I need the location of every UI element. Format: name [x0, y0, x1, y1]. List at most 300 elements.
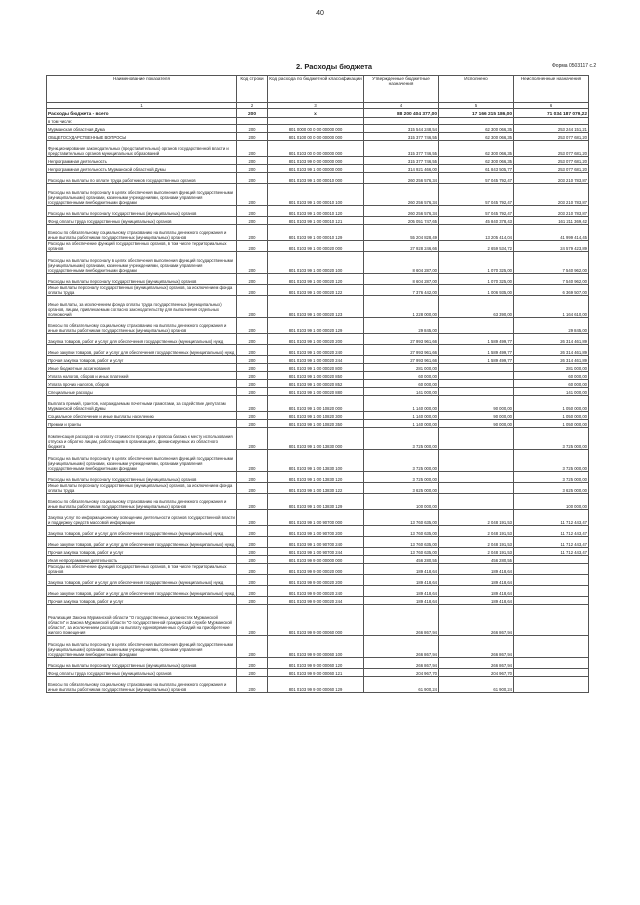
cell-name: Расходы на выплаты персоналу в целях обеспечения выполнения функций государственными (муниципальными) органами, казенными учреждениями, органами управления государственными внебюджетными фондами [47, 636, 237, 658]
cell-budget-code: 801 0103 99 9 00 00060 129 [268, 677, 364, 693]
cell-budget-code: 801 0103 99 1 00 00020 240 [268, 345, 364, 356]
cell-budget-code: 801 0103 99 1 00 00020 129 [268, 318, 364, 334]
cell-line-code: 200 [237, 658, 268, 669]
table-row [47, 658, 589, 669]
cell-name: Взносы по обязательному социальному страхованию на выплаты денежного содержания и иные выплаты работникам государственных (муниципальных) органов [47, 225, 237, 241]
table-row [47, 636, 589, 658]
cell-executed [439, 364, 514, 372]
cell-budget-code: 801 0103 99 9 00 00060 100 [268, 636, 364, 658]
cell-budget-code: 801 0103 99 1 00 00020 850 [268, 372, 364, 380]
page-number: 40 [316, 10, 324, 17]
cell-approved: 314 921 466,00 [364, 165, 439, 173]
cell-executed: 266 867,94 [439, 658, 514, 669]
column-number: 5 [439, 103, 514, 109]
cell-name: Уплата прочих налогов, сборов [47, 380, 237, 388]
cell-unexecuted: 203 210 783,87 [514, 184, 589, 206]
cell-executed [439, 118, 514, 125]
table-row [47, 677, 589, 693]
cell-name: Взносы по обязательному социальному страхованию на выплаты денежного содержания и иные выплаты работникам государственных (муниципальных) органов [47, 494, 237, 510]
cell-name: Уплата налогов, сборов и иных платежей [47, 372, 237, 380]
cell-name: Реализация Закона Мурманской области "О государственных должностях Мурманской области" и Закона Мурманской области "О государственной гражданской службе Мурманской области", за исключением расходов на выплату единовременных субсидий на приобретение жилого помещения [47, 605, 237, 636]
cell-line-code: 200 [237, 450, 268, 472]
table-header-row [47, 76, 589, 103]
table-body [47, 109, 589, 693]
cell-unexecuted: 26 314 461,89 [514, 334, 589, 345]
cell-line-code: 200 [237, 252, 268, 274]
cell-line-code: 200 [237, 318, 268, 334]
cell-approved: 29 845,00 [364, 318, 439, 334]
cell-unexecuted: 60 000,00 [514, 380, 589, 388]
cell-name: ОБЩЕГОСУДАРСТВЕННЫЕ ВОПРОСЫ [47, 133, 237, 141]
cell-budget-code: 801 0103 99 9 00 00060 120 [268, 658, 364, 669]
table-row [47, 118, 589, 125]
cell-unexecuted: 281 000,00 [514, 364, 589, 372]
cell-budget-code: 801 0103 99 9 00 00020 000 [268, 564, 364, 575]
table-row [47, 241, 589, 252]
table-row [47, 141, 589, 157]
cell-unexecuted [514, 118, 589, 125]
cell-executed: 62 300 066,35 [439, 125, 514, 133]
cell-approved: 27 993 961,66 [364, 334, 439, 345]
cell-line-code: 200 [237, 597, 268, 605]
cell-line-code: 200 [237, 396, 268, 412]
cell-unexecuted: 1 050 000,00 [514, 420, 589, 428]
cell-line-code [237, 118, 268, 125]
cell-approved: 456 280,55 [364, 556, 439, 564]
cell-line-code: 200 [237, 388, 268, 396]
cell-name: Специальные расходы [47, 388, 237, 396]
cell-name: Расходы на выплаты персоналу в целях обеспечения выполнения функций государственными (муниципальными) органами, казенными учреждениями, органами управления государственными внебюджетными фондами [47, 450, 237, 472]
cell-line-code: 200 [237, 356, 268, 364]
table-row [47, 157, 589, 165]
cell-executed: 90 000,00 [439, 412, 514, 420]
cell-executed: 62 300 066,35 [439, 133, 514, 141]
cell-name: Расходы на выплаты персоналу в целях обеспечения выполнения функций государственными (муниципальными) органами, казенными учреждениями, органами управления государственными внебюджетными фондами [47, 252, 237, 274]
cell-executed: 2 048 191,53 [439, 510, 514, 526]
cell-unexecuted: 29 845,00 [514, 318, 589, 334]
cell-executed [439, 483, 514, 494]
cell-approved: 260 256 576,34 [364, 184, 439, 206]
cell-budget-code: 801 0103 99 1 00 00020 200 [268, 334, 364, 345]
cell-name: Расходы на обеспечение функций государственных органов, в том числе территориальных органов [47, 241, 237, 252]
cell-unexecuted: 11 712 443,47 [514, 510, 589, 526]
cell-approved: 60 000,00 [364, 372, 439, 380]
cell-approved: 266 867,94 [364, 658, 439, 669]
cell-approved: 141 000,00 [364, 388, 439, 396]
cell-budget-code: 801 0103 99 1 00 10820 300 [268, 412, 364, 420]
cell-line-code: 200 [237, 537, 268, 548]
table-row [47, 380, 589, 388]
cell-budget-code: 801 0103 00 0 00 00000 000 [268, 141, 364, 157]
cell-budget-code: 801 0103 99 1 00 90700 240 [268, 537, 364, 548]
cell-budget-code: 801 0103 99 9 00 00060 121 [268, 669, 364, 677]
cell-executed: 1 070 325,00 [439, 274, 514, 285]
table-row [47, 494, 589, 510]
cell-unexecuted: 3 725 000,00 [514, 472, 589, 483]
table-row [47, 586, 589, 597]
table-row [47, 252, 589, 274]
cell-executed: 1 589 499,77 [439, 356, 514, 364]
table-row [47, 556, 589, 564]
cell-approved: 260 256 576,34 [364, 173, 439, 184]
cell-unexecuted: 71 034 187 079,22 [514, 109, 589, 118]
cell-unexecuted: 11 712 443,47 [514, 526, 589, 537]
column-number: 6 [514, 103, 589, 109]
cell-name: Взносы по обязательному социальному страхованию на выплаты денежного содержания и иные выплаты работникам государственных (муниципальных) органов [47, 318, 237, 334]
cell-line-code: 200 [237, 636, 268, 658]
cell-line-code: 200 [237, 296, 268, 318]
cell-executed: 2 659 534,72 [439, 241, 514, 252]
table-row [47, 669, 589, 677]
column-header-name: Наименование показателя [47, 76, 237, 103]
cell-budget-code: 801 0103 99 1 00 10820 000 [268, 396, 364, 412]
cell-budget-code: 801 0103 99 1 00 00020 852 [268, 380, 364, 388]
cell-line-code: 200 [237, 526, 268, 537]
cell-unexecuted: 41 999 414,45 [514, 225, 589, 241]
cell-line-code: 200 [237, 380, 268, 388]
cell-unexecuted: 253 077 681,20 [514, 157, 589, 165]
table-row [47, 356, 589, 364]
column-header-unexecuted: Неисполненные назначения [514, 76, 589, 103]
cell-approved: 281 000,00 [364, 364, 439, 372]
cell-name: Социальное обеспечение и иные выплаты населению [47, 412, 237, 420]
column-number: 1 [47, 103, 237, 109]
cell-budget-code: 801 0103 99 0 00 00000 000 [268, 157, 364, 165]
cell-line-code: 200 [237, 274, 268, 285]
cell-approved: 189 418,64 [364, 586, 439, 597]
table-row [47, 274, 589, 285]
cell-unexecuted [514, 669, 589, 677]
cell-unexecuted: 100 000,00 [514, 494, 589, 510]
cell-line-code: 200 [237, 125, 268, 133]
cell-budget-code: 801 0103 99 1 00 00010 100 [268, 184, 364, 206]
cell-budget-code: 801 0103 99 1 00 00010 121 [268, 217, 364, 225]
cell-name: Иные выплаты персоналу государственных (муниципальных) органов, за исключением фонда оплаты труда [47, 483, 237, 494]
cell-executed: 2 048 191,53 [439, 526, 514, 537]
cell-approved: 55 204 828,49 [364, 225, 439, 241]
cell-budget-code: x [268, 109, 364, 118]
table-row [47, 396, 589, 412]
table-row [47, 428, 589, 450]
cell-executed [439, 428, 514, 450]
cell-unexecuted: 253 077 681,20 [514, 141, 589, 157]
cell-unexecuted [514, 636, 589, 658]
cell-unexecuted: 11 712 443,47 [514, 537, 589, 548]
cell-name: Прочая закупка товаров, работ и услуг [47, 597, 237, 605]
column-header-approved: Утвержденные бюджетные назначения [364, 76, 439, 103]
cell-unexecuted: 7 540 962,00 [514, 252, 589, 274]
cell-line-code: 200 [237, 334, 268, 345]
cell-line-code: 200 [237, 412, 268, 420]
cell-approved: 88 200 404 377,00 [364, 109, 439, 118]
cell-approved: 315 377 746,55 [364, 141, 439, 157]
table-row [47, 133, 589, 141]
cell-name: Иные выплаты, за исключением фонда оплаты труда государственных (муниципальных) органов, лицам, привлекаемым согласно законодательству для выполнения отдельных полномочий [47, 296, 237, 318]
cell-executed: 90 000,00 [439, 396, 514, 412]
cell-budget-code: 801 0103 99 1 00 00020 120 [268, 274, 364, 285]
table-row [47, 472, 589, 483]
table-row [47, 345, 589, 356]
cell-budget-code: 801 0103 99 1 00 00020 123 [268, 296, 364, 318]
cell-budget-code: 801 0103 99 1 00 00010 129 [268, 225, 364, 241]
cell-unexecuted: 161 211 369,42 [514, 217, 589, 225]
cell-executed: 57 045 792,47 [439, 184, 514, 206]
cell-approved: 3 625 000,00 [364, 483, 439, 494]
cell-executed [439, 318, 514, 334]
cell-executed: 17 166 215 186,00 [439, 109, 514, 118]
cell-unexecuted [514, 564, 589, 575]
cell-name: Иные закупки товаров, работ и услуг для обеспечения государственных (муниципальных) нужд [47, 345, 237, 356]
cell-line-code: 200 [237, 420, 268, 428]
table-row [47, 217, 589, 225]
cell-name: Функционирование законодательных (представительных) органов государственной власти и представительных органов муниципальных образований [47, 141, 237, 157]
table-row [47, 597, 589, 605]
cell-executed: 189 418,64 [439, 564, 514, 575]
cell-budget-code: 801 0103 99 1 00 10820 350 [268, 420, 364, 428]
table-row [47, 125, 589, 133]
cell-name: Прочая закупка товаров, работ и услуг [47, 356, 237, 364]
cell-unexecuted: 1 164 610,00 [514, 296, 589, 318]
table-row [47, 225, 589, 241]
cell-name: Иные выплаты персоналу государственных (муниципальных) органов, за исключением фонда оплаты труда [47, 285, 237, 296]
cell-unexecuted [514, 658, 589, 669]
cell-line-code: 200 [237, 109, 268, 118]
cell-unexecuted: 203 210 783,87 [514, 206, 589, 217]
cell-unexecuted [514, 597, 589, 605]
cell-unexecuted: 60 000,00 [514, 372, 589, 380]
cell-line-code: 200 [237, 605, 268, 636]
cell-unexecuted: 26 314 461,89 [514, 356, 589, 364]
cell-name: Расходы на выплаты персоналу государственных (муниципальных) органов [47, 658, 237, 669]
cell-line-code: 200 [237, 364, 268, 372]
cell-name: Расходы на выплаты персоналу государственных (муниципальных) органов [47, 472, 237, 483]
column-number: 3 [268, 103, 364, 109]
cell-approved: 8 604 287,00 [364, 274, 439, 285]
cell-line-code: 200 [237, 345, 268, 356]
cell-budget-code: 801 0103 99 9 00 00000 000 [268, 556, 364, 564]
cell-budget-code: 801 0103 99 1 00 00020 100 [268, 252, 364, 274]
table-row [47, 165, 589, 173]
cell-approved: 100 000,00 [364, 494, 439, 510]
column-header-kbk: Код расхода по бюджетной классификации [268, 76, 364, 103]
cell-approved: 260 256 576,34 [364, 206, 439, 217]
cell-name: Иные закупки товаров, работ и услуг для обеспечения государственных (муниципальных) нужд [47, 586, 237, 597]
column-number: 4 [364, 103, 439, 109]
cell-line-code: 200 [237, 157, 268, 165]
cell-approved: 266 867,94 [364, 605, 439, 636]
cell-budget-code: 801 0103 99 1 00 00020 800 [268, 364, 364, 372]
cell-name: в том числе: [47, 118, 237, 125]
cell-approved: 3 725 000,00 [364, 450, 439, 472]
cell-line-code: 200 [237, 285, 268, 296]
cell-budget-code: 801 0103 99 1 00 00000 000 [268, 165, 364, 173]
cell-executed: 1 589 499,77 [439, 334, 514, 345]
cell-line-code: 200 [237, 669, 268, 677]
cell-budget-code: 801 0103 99 1 00 90700 000 [268, 510, 364, 526]
cell-unexecuted: 6 369 507,00 [514, 285, 589, 296]
table-row [47, 296, 589, 318]
cell-line-code: 200 [237, 217, 268, 225]
cell-budget-code: 801 0103 99 1 00 13830 100 [268, 450, 364, 472]
cell-name: Фонд оплаты труда государственных (муниципальных) органов [47, 669, 237, 677]
cell-line-code: 200 [237, 173, 268, 184]
cell-name: Фонд оплаты труда государственных (муниципальных) органов [47, 217, 237, 225]
cell-unexecuted: 26 314 461,89 [514, 345, 589, 356]
table-row [47, 285, 589, 296]
cell-executed: 13 205 414,04 [439, 225, 514, 241]
cell-approved: 7 376 442,00 [364, 285, 439, 296]
cell-approved: 60 000,00 [364, 380, 439, 388]
cell-name: Закупка товаров, работ и услуг для обеспечения государственных (муниципальных) нужд [47, 334, 237, 345]
cell-approved: 189 418,64 [364, 575, 439, 586]
cell-approved: 3 725 000,00 [364, 428, 439, 450]
cell-unexecuted [514, 586, 589, 597]
cell-name: Иная непрограммная деятельность [47, 556, 237, 564]
cell-executed: 204 967,70 [439, 669, 514, 677]
cell-executed: 63 390,00 [439, 296, 514, 318]
table-row [47, 334, 589, 345]
cell-approved: 1 140 000,00 [364, 420, 439, 428]
cell-line-code: 200 [237, 372, 268, 380]
cell-line-code: 200 [237, 165, 268, 173]
cell-line-code: 200 [237, 428, 268, 450]
cell-name: Иные закупки товаров, работ и услуг для обеспечения государственных (муниципальных) нужд [47, 537, 237, 548]
cell-name: Непрограммная деятельность Мурманской областной Думы [47, 165, 237, 173]
cell-budget-code: 801 0103 99 1 00 00020 880 [268, 388, 364, 396]
cell-executed [439, 380, 514, 388]
cell-approved: 315 377 746,55 [364, 157, 439, 165]
cell-executed: 45 840 378,43 [439, 217, 514, 225]
cell-name: Выплата премий, грантов, награждаемым почетными грамотами, за содействие депутатам Мурманской областной Думы [47, 396, 237, 412]
column-number: 2 [237, 103, 268, 109]
cell-name: Расходы на обеспечение функций государственных органов, в том числе территориальных органов [47, 564, 237, 575]
cell-executed: 1 006 935,00 [439, 285, 514, 296]
table-row [47, 184, 589, 206]
cell-unexecuted: 3 625 000,00 [514, 483, 589, 494]
cell-approved: 13 760 635,00 [364, 526, 439, 537]
cell-budget-code: 801 0103 99 1 00 00020 122 [268, 285, 364, 296]
cell-unexecuted: 1 050 000,00 [514, 412, 589, 420]
cell-budget-code: 801 0103 99 1 00 90700 200 [268, 526, 364, 537]
table-row [47, 109, 589, 118]
cell-name: Прочая закупка товаров, работ и услуг [47, 548, 237, 556]
cell-budget-code: 801 0103 99 1 00 13830 120 [268, 472, 364, 483]
cell-name: Непрограммная деятельность [47, 157, 237, 165]
cell-budget-code: 801 0103 99 1 00 13830 122 [268, 483, 364, 494]
table-row [47, 372, 589, 380]
cell-unexecuted: 253 244 151,21 [514, 125, 589, 133]
cell-approved: 315 377 746,55 [364, 133, 439, 141]
cell-budget-code: 801 0103 99 1 00 13830 129 [268, 494, 364, 510]
table-row [47, 548, 589, 556]
cell-approved: 3 725 000,00 [364, 472, 439, 483]
table-row [47, 483, 589, 494]
cell-budget-code: 801 0103 99 9 00 00020 244 [268, 597, 364, 605]
cell-executed: 1 589 499,77 [439, 345, 514, 356]
cell-approved: 315 544 248,54 [364, 125, 439, 133]
cell-name: Закупка товаров, работ и услуг для обеспечения государственных (муниципальных) нужд [47, 526, 237, 537]
cell-line-code: 200 [237, 677, 268, 693]
cell-name: Закупка товаров, работ и услуг для обеспечения государственных (муниципальных) нужд [47, 575, 237, 586]
cell-approved: 189 418,64 [364, 597, 439, 605]
cell-budget-code: 801 0103 99 9 00 00020 200 [268, 575, 364, 586]
cell-approved: 27 928 246,66 [364, 241, 439, 252]
cell-name: Мурманская областная Дума [47, 125, 237, 133]
cell-approved: 8 604 287,00 [364, 252, 439, 274]
cell-executed: 266 867,94 [439, 605, 514, 636]
cell-approved: 1 228 000,00 [364, 296, 439, 318]
table-row [47, 173, 589, 184]
cell-name: Взносы по обязательному социальному страхованию на выплаты денежного содержания и иные выплаты работникам государственных (муниципальных) органов [47, 677, 237, 693]
table-row [47, 412, 589, 420]
cell-line-code: 200 [237, 225, 268, 241]
cell-executed: 57 045 792,47 [439, 206, 514, 217]
cell-executed: 62 300 066,35 [439, 157, 514, 165]
cell-line-code: 200 [237, 472, 268, 483]
cell-name: Премии и гранты [47, 420, 237, 428]
cell-approved: 13 760 635,00 [364, 537, 439, 548]
cell-line-code: 200 [237, 483, 268, 494]
cell-unexecuted [514, 605, 589, 636]
cell-approved [364, 118, 439, 125]
cell-budget-code: 801 0103 99 1 00 90700 244 [268, 548, 364, 556]
cell-unexecuted [514, 677, 589, 693]
cell-executed: 2 048 191,53 [439, 537, 514, 548]
cell-unexecuted: 141 000,00 [514, 388, 589, 396]
cell-approved: 27 993 961,66 [364, 345, 439, 356]
column-header-executed: Исполнено [439, 76, 514, 103]
table-row [47, 206, 589, 217]
cell-name: Расходы на выплаты персоналу в целях обеспечения выполнения функций государственными (муниципальными) органами, казенными учреждениями, органами управления государственными внебюджетными фондами [47, 184, 237, 206]
cell-executed: 61 843 505,77 [439, 165, 514, 173]
cell-unexecuted: 1 050 000,00 [514, 396, 589, 412]
cell-name: Закупка услуг по информационному освещению деятельности органов государственной власти и поддержку средств массовой информации [47, 510, 237, 526]
cell-unexecuted: 7 540 962,00 [514, 274, 589, 285]
cell-line-code: 200 [237, 556, 268, 564]
table-row [47, 537, 589, 548]
cell-budget-code: 801 0103 99 1 00 00010 000 [268, 173, 364, 184]
cell-budget-code: 801 0103 99 1 00 00020 244 [268, 356, 364, 364]
cell-line-code: 200 [237, 564, 268, 575]
table-row [47, 564, 589, 575]
cell-executed [439, 388, 514, 396]
table-row [47, 420, 589, 428]
cell-approved: 13 760 635,00 [364, 548, 439, 556]
cell-approved: 189 418,64 [364, 564, 439, 575]
cell-unexecuted [514, 575, 589, 586]
table-row [47, 318, 589, 334]
table-row [47, 575, 589, 586]
cell-unexecuted: 24 579 423,89 [514, 241, 589, 252]
cell-line-code: 200 [237, 575, 268, 586]
cell-approved: 27 993 961,66 [364, 356, 439, 364]
page-title: 2. Расходы бюджета [296, 62, 373, 71]
cell-name: Расходы на выплаты персоналу государственных (муниципальных) органов [47, 274, 237, 285]
cell-executed: 57 045 792,47 [439, 173, 514, 184]
cell-unexecuted: 3 725 000,00 [514, 450, 589, 472]
cell-name: Расходы на выплаты по оплате труда работников государственных органов [47, 173, 237, 184]
cell-name: Компенсация расходов на оплату стоимости проезда и провоза багажа к месту использования отпуска и обратно лицам, работающим в организациях, финансируемых из областного бюджета [47, 428, 237, 450]
cell-name: Расходы на выплаты персоналу государственных (муниципальных) органов [47, 206, 237, 217]
cell-budget-code [268, 118, 364, 125]
cell-name: Расходы бюджета - всего [47, 109, 237, 118]
cell-executed [439, 494, 514, 510]
cell-name: Иные бюджетные ассигнования [47, 364, 237, 372]
cell-budget-code: 801 0103 99 1 00 00010 120 [268, 206, 364, 217]
cell-line-code: 200 [237, 133, 268, 141]
cell-approved: 1 140 000,00 [364, 412, 439, 420]
cell-budget-code: 801 0103 99 1 00 13830 000 [268, 428, 364, 450]
